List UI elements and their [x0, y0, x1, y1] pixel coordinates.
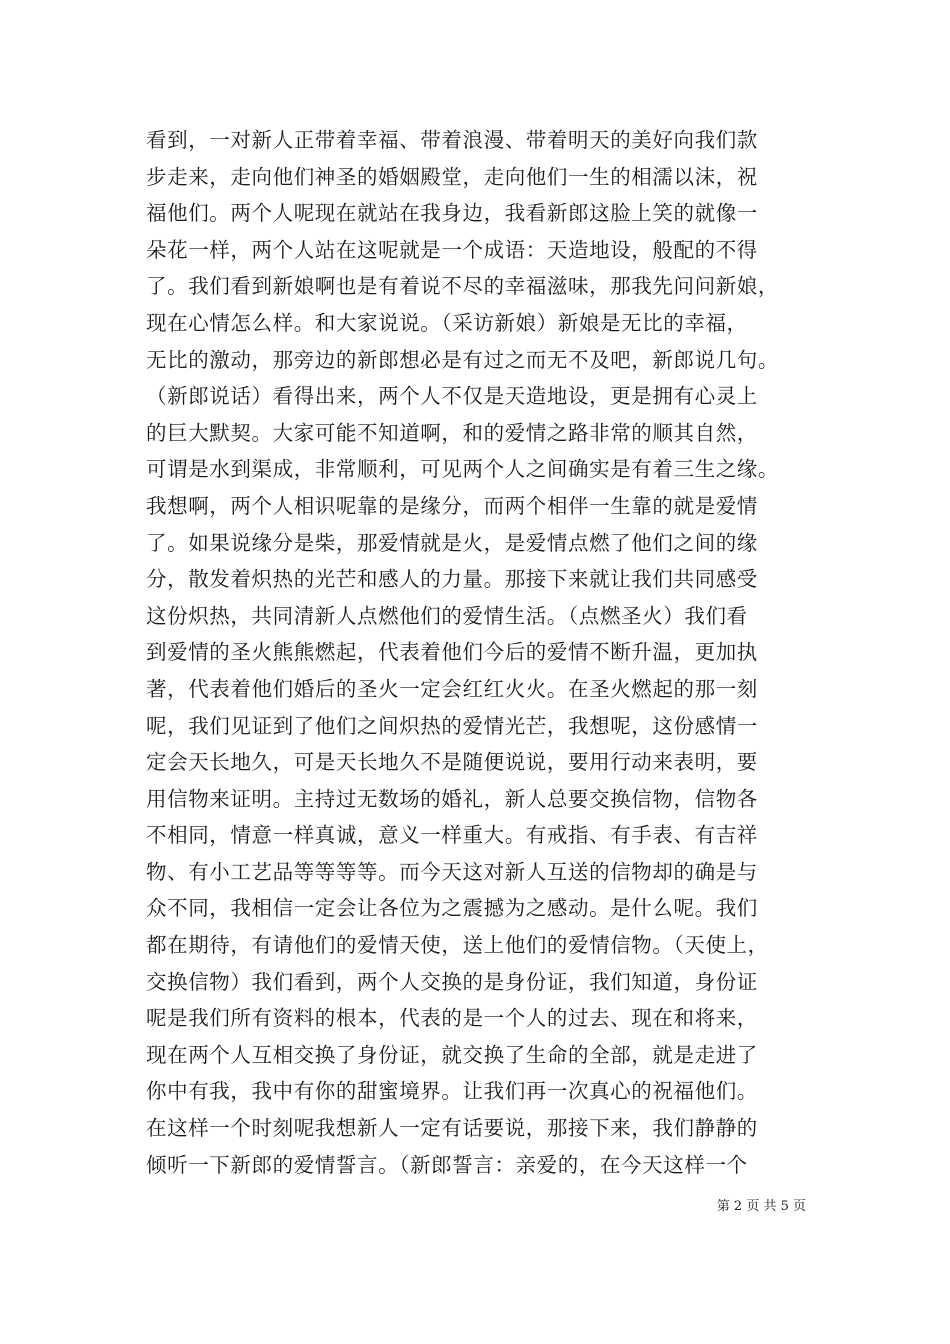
- text-line: 你中有我，我中有你的甜蜜境界。让我们再一次真心的祝福他们。: [146, 1079, 758, 1104]
- text-line: 看到，一对新人正带着幸福、带着浪漫、带着明天的美好向我们款: [146, 128, 758, 152]
- text-line: 物、有小工艺品等等等等。而今天这对新人互送的信物却的确是与: [146, 859, 758, 884]
- text-line: 福他们。两个人呢现在就站在我身边，我看新郎这脸上笑的就像一: [146, 201, 758, 226]
- text-line: 现在心情怎么样。和大家说说。（采访新娘）新娘是无比的幸福，: [146, 310, 748, 335]
- text-line: 在这样一个时刻呢我想新人一定有话要说，那接下来，我们静静的: [146, 1116, 758, 1141]
- text-line: 交换信物）我们看到，两个人交换的是身份证，我们知道，身份证: [146, 969, 758, 994]
- text-line: 定会天长地久，可是天长地久不是随便说说，要用行动来表明，要: [146, 750, 758, 775]
- text-line: 现在两个人互相交换了身份证，就交换了生命的全部，就是走进了: [146, 1042, 758, 1067]
- body-text: [146, 122, 810, 1183]
- text-line: 呢，我们见证到了他们之间炽热的爱情光芒，我想呢，这份感情一: [146, 713, 758, 738]
- text-line: 了。我们看到新娘啊也是有着说不尽的幸福滋味，那我先问问新娘，: [146, 274, 779, 299]
- text-line: 用信物来证明。主持过无数场的婚礼，新人总要交换信物，信物各: [146, 786, 758, 811]
- text-line: （新郎说话）看得出来，两个人不仅是天造地设，更是拥有心灵上: [146, 384, 758, 409]
- text-line: 到爱情的圣火熊熊燃起，代表着他们今后的爱情不断升温，更加执: [146, 640, 758, 665]
- text-line: 这份炽热，共同清新人点燃他们的爱情生活。（点燃圣火）我们看: [146, 603, 748, 628]
- page-number-footer: 第 2 页 共 5 页: [716, 1199, 806, 1214]
- text-line: 呢是我们所有资料的根本，代表的是一个人的过去、现在和将来，: [146, 1006, 758, 1031]
- text-line: 众不同，我相信一定会让各位为之震撼为之感动。是什么呢。我们: [146, 896, 758, 921]
- text-line: 著，代表着他们婚后的圣火一定会红红火火。在圣火燃起的那一刻: [146, 676, 758, 701]
- text-line: 不相同，情意一样真诚，意义一样重大。有戒指、有手表、有吉祥: [146, 823, 758, 848]
- text-line: 可谓是水到渠成，非常顺利，可见两个人之间确实是有着三生之缘。: [146, 457, 779, 482]
- text-line: 的巨大默契。大家可能不知道啊，和的爱情之路非常的顺其自然，: [146, 420, 758, 445]
- text-line: 倾听一下新郎的爱情誓言。（新郎誓言：亲爱的，在今天这样一个: [146, 1152, 748, 1177]
- text-line: 步走来，走向他们神圣的婚姻殿堂，走向他们一生的相濡以沫，祝: [146, 164, 758, 189]
- text-line: 朵花一样，两个人站在这呢就是一个成语：天造地设，般配的不得: [146, 237, 758, 262]
- text-line: 都在期待，有请他们的爱情天使，送上他们的爱情信物。（天使上，: [146, 933, 769, 958]
- text-line: 分，散发着炽热的光芒和感人的力量。那接下来就让我们共同感受: [146, 567, 758, 592]
- text-line: 了。如果说缘分是柴，那爱情就是火，是爱情点燃了他们之间的缘: [146, 530, 758, 555]
- text-line: 无比的激动，那旁边的新郎想必是有过之而无不及吧，新郎说几句。: [146, 347, 779, 372]
- text-line: 我想啊，两个人相识呢靠的是缘分，而两个相伴一生靠的就是爱情: [146, 493, 758, 518]
